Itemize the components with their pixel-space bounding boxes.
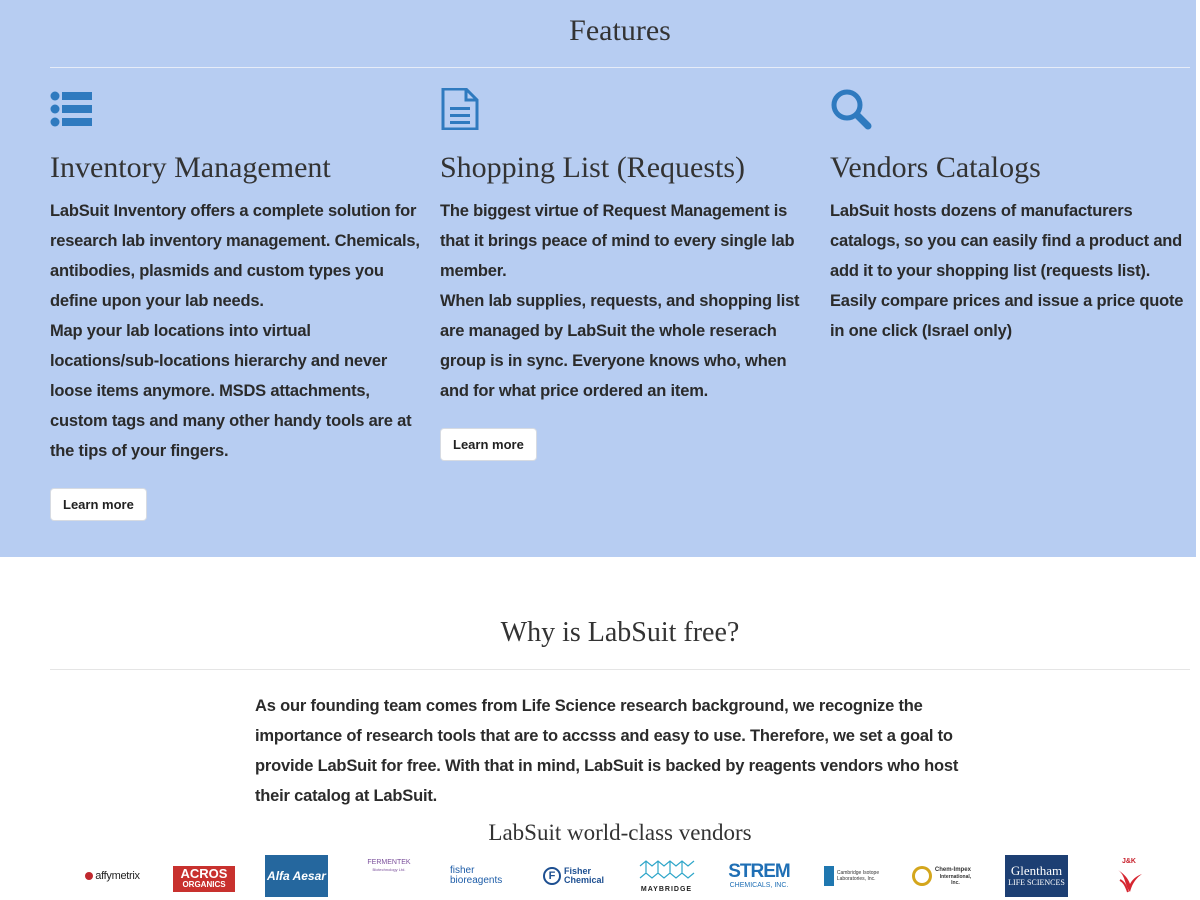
feature-description [440,196,810,406]
cambridge-isotope-logo[interactable] [820,855,883,897]
feature-inventory [50,88,420,521]
feature-vendors-catalogs [830,88,1200,346]
phoenix-icon [1114,866,1144,894]
logo-text: Alfa Aesar [267,869,326,883]
logo-text: affymetrix [95,870,140,882]
logo-subtext: Biotechnology Ltd. [372,866,406,872]
why-title: Why is LabSuit free? [500,617,740,648]
feature-heading: Vendors Catalogs [830,151,1041,184]
affymetrix-logo[interactable] [80,855,145,897]
maybridge-logo[interactable] [635,855,698,897]
feature-shopping-list [440,88,810,461]
glentham-logo[interactable] [1005,855,1068,897]
logo-text: FERMENTEK [367,858,411,866]
logo-subtext: LIFE SCIENCES [1008,878,1065,887]
divider [50,67,1190,68]
logo-subtext: bioreagents [450,875,503,886]
why-description: As our founding team comes from Life Science research background, we recognize the importance of research tools that are to accsss and easy to use. Therefore, we set a goal to provide LabSuit for free. With that in mind, LabSuit is backed by reagents vendors who host their catalog at LabSuit. [255,697,959,805]
logo-text: Cambridge Isotope [836,870,880,876]
search-icon [830,88,874,130]
feature-description-text: LabSuit Inventory offers a complete solution for research lab inventory management. Chemicals, antibodies, plasmids and custom types you define upon your lab needs. Map your lab locations into virtual locations/sub-locations hierarchy and never loose items anymore. MSDS attachments, custom tags and many other handy tools are at the tips of your fingers. [50,202,420,460]
jk-logo[interactable] [1097,855,1161,897]
logo-text: J&K [1121,858,1136,865]
acros-logo[interactable] [173,866,235,892]
fermentek-logo[interactable] [358,855,420,875]
chem-impex-logo[interactable] [912,855,976,897]
learn-more-button[interactable]: Learn more [50,488,147,521]
logo-subtext: Laboratories, Inc. [836,876,876,882]
logo-text: Glentham [1010,863,1063,878]
logo-subtext: ORGANICS [182,880,226,889]
molecule-icon [638,858,696,886]
logo-text: ACROS [180,866,228,881]
feature-description [50,196,420,466]
divider [50,669,1190,670]
feature-heading: Inventory Management [50,151,331,184]
vendor-logos [80,855,1160,899]
logo-text: fisher [450,865,475,876]
list-icon [50,88,94,130]
feature-description-text: The biggest virtue of Request Management is that it brings peace of mind to every single lab member. When lab supplies, requests, and shopping list are managed by LabSuit the whole reserach group is in sync. Everyone knows who, when and for what price ordered an item. [440,202,800,400]
logo-text: MAYBRIDGE [640,886,693,893]
alfa-aesar-logo[interactable] [265,855,328,897]
learn-more-button[interactable]: Learn more [440,428,537,461]
feature-description-text: LabSuit hosts dozens of manufacturers catalogs, so you can easily find a product and add it to your shopping list (requests list). Easily compare prices and issue a price quote in one click (Israel only) [830,202,1184,340]
document-icon [440,88,484,130]
logo-text: STREM [728,860,790,882]
feature-heading: Shopping List (Requests) [440,151,745,184]
vendors-title: LabSuit world-class vendors [488,820,752,845]
fisher-bioreagents-logo[interactable] [450,855,514,897]
logo-text: Fisher [563,866,591,876]
logo-subtext: Chemical [563,875,605,885]
fisher-chemical-logo[interactable]: F Fisher Chemical [542,855,605,897]
feature-description [830,196,1200,346]
logo-subtext: International, Inc. [939,873,972,886]
features-title: Features [569,14,671,47]
logo-subtext: CHEMICALS, INC. [729,881,789,889]
strem-logo[interactable] [728,855,790,897]
logo-text: Chem-Impex [934,866,971,873]
